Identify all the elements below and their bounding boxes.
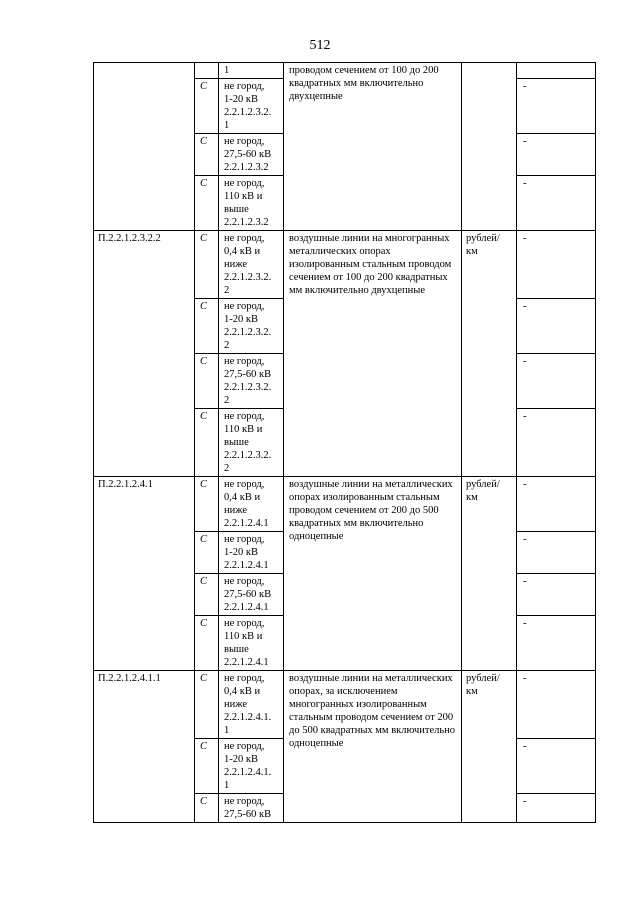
category-letter-cell: С: [195, 299, 219, 354]
location-voltage-cell: не город, 1-20 кВ 2.2.1.2.4.1: [219, 532, 284, 574]
page-number: 512: [309, 38, 331, 53]
value-cell: -: [517, 176, 596, 231]
category-letter-cell: С: [195, 134, 219, 176]
location-voltage-cell: не город, 1-20 кВ 2.2.1.2.4.1. 1: [219, 739, 284, 794]
category-letter-cell: С: [195, 671, 219, 739]
tariff-table: [93, 62, 596, 823]
description-cell: проводом сечением от 100 до 200 квадратных мм включительно двухцепные: [284, 63, 462, 231]
value-cell: -: [517, 532, 596, 574]
value-cell: -: [517, 299, 596, 354]
value-cell: -: [517, 477, 596, 532]
table-row: [94, 231, 596, 299]
description-cell: воздушные линии на металлических опорах изолированным стальным проводом сечением от 200 до 500 квадратных мм включительно одноцепные: [284, 477, 462, 671]
location-voltage-cell: не город, 110 кВ и выше 2.2.1.2.3.2. 2: [219, 409, 284, 477]
category-letter-cell: С: [195, 354, 219, 409]
category-letter-cell: С: [195, 231, 219, 299]
location-voltage-cell: не город, 1-20 кВ 2.2.1.2.3.2. 1: [219, 79, 284, 134]
location-voltage-cell: не город, 1-20 кВ 2.2.1.2.3.2. 2: [219, 299, 284, 354]
value-cell: -: [517, 354, 596, 409]
unit-cell: рублей/ км: [462, 477, 517, 671]
table-row: [94, 63, 596, 79]
location-voltage-cell: не город, 0,4 кВ и ниже 2.2.1.2.3.2. 2: [219, 231, 284, 299]
category-letter-cell: С: [195, 739, 219, 794]
item-code-cell: П.2.2.1.2.4.1.1: [94, 671, 195, 823]
item-code-cell: [94, 63, 195, 231]
unit-cell: рублей/ км: [462, 231, 517, 477]
value-cell: [517, 63, 596, 79]
value-cell: -: [517, 616, 596, 671]
category-letter-cell: С: [195, 574, 219, 616]
unit-cell: рублей/ км: [462, 671, 517, 823]
category-letter-cell: С: [195, 616, 219, 671]
category-letter-cell: С: [195, 409, 219, 477]
location-voltage-cell: не город, 27,5-60 кВ 2.2.1.2.4.1: [219, 574, 284, 616]
location-voltage-cell: не город, 110 кВ и выше 2.2.1.2.3.2: [219, 176, 284, 231]
location-voltage-cell: не город, 0,4 кВ и ниже 2.2.1.2.4.1. 1: [219, 671, 284, 739]
value-cell: -: [517, 671, 596, 739]
value-cell: -: [517, 79, 596, 134]
value-cell: -: [517, 134, 596, 176]
description-cell: воздушные линии на многогранных металлических опорах изолированным стальным проводом сечением от 100 до 200 квадратных мм включительно двухцепные: [284, 231, 462, 477]
unit-cell: [462, 63, 517, 231]
location-voltage-cell: не город, 27,5-60 кВ 2.2.1.2.3.2. 2: [219, 354, 284, 409]
category-letter-cell: С: [195, 176, 219, 231]
value-cell: -: [517, 739, 596, 794]
item-code-cell: П.2.2.1.2.4.1: [94, 477, 195, 671]
table-row: [94, 477, 596, 532]
category-letter-cell: С: [195, 79, 219, 134]
value-cell: -: [517, 574, 596, 616]
location-voltage-cell: не город, 110 кВ и выше 2.2.1.2.4.1: [219, 616, 284, 671]
location-voltage-cell: не город, 27,5-60 кВ: [219, 794, 284, 823]
location-voltage-cell: 1: [219, 63, 284, 79]
location-voltage-cell: не город, 0,4 кВ и ниже 2.2.1.2.4.1: [219, 477, 284, 532]
description-cell: воздушные линии на металлических опорах, за исключением многогранных изолированным стальным проводом сечением от 200 до 500 квадратных мм включительно одноцепные: [284, 671, 462, 823]
item-code-cell: П.2.2.1.2.3.2.2: [94, 231, 195, 477]
category-letter-cell: С: [195, 532, 219, 574]
table-row: [94, 671, 596, 739]
value-cell: -: [517, 231, 596, 299]
value-cell: -: [517, 409, 596, 477]
value-cell: -: [517, 794, 596, 823]
category-letter-cell: С: [195, 794, 219, 823]
category-letter-cell: С: [195, 477, 219, 532]
location-voltage-cell: не город, 27,5-60 кВ 2.2.1.2.3.2: [219, 134, 284, 176]
category-letter-cell: [195, 63, 219, 79]
